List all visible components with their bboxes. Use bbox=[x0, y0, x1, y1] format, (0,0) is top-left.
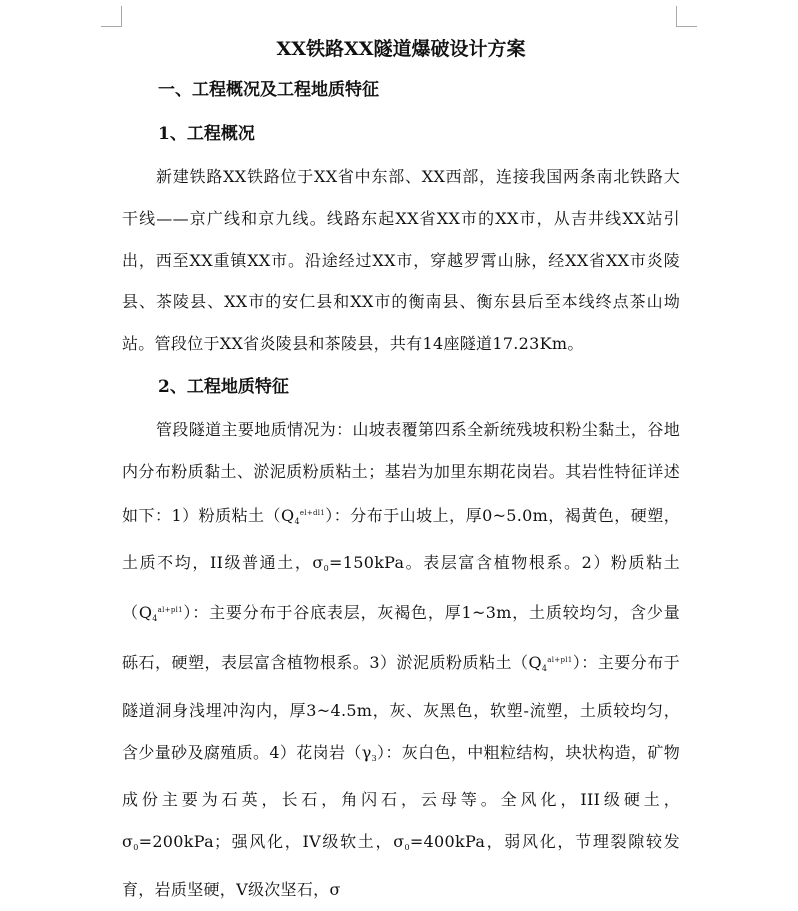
superscript-4: al+pl1 bbox=[547, 655, 573, 664]
crop-mark-top-left bbox=[101, 6, 122, 27]
subscript-3: 4 bbox=[152, 614, 158, 624]
geology-text-5: ）：主要分布于隧道洞身浅埋冲沟内，厚3~4.5m，灰、灰黑色，软塑-流塑，土质较均匀，含少量砂及腐殖质。4）花岗岩（γ bbox=[122, 652, 680, 762]
geology-text-8: =400kPa，弱风化，节理裂隙较发育，岩质坚硬，V级次坚石，σ bbox=[122, 832, 680, 899]
subscript-5: 3 bbox=[371, 753, 377, 763]
subscript-1: 4 bbox=[294, 516, 300, 526]
subscript-7: 0 bbox=[404, 843, 410, 853]
geology-text-4: ）：主要分布于谷底表层，灰褐色，厚1~3m，土质较均匀，含少量砾石，硬塑，表层富含植物根系。3）淤泥质粉质粘土（Q bbox=[122, 603, 680, 672]
geology-text-6: ）：灰白色，中粗粒结构，块状构造，矿物成份主要为石英，长石，角闪石，云母等。全风化，III级硬土，σ bbox=[122, 742, 681, 852]
subscript-6: 0 bbox=[133, 843, 139, 853]
subscript-4: 4 bbox=[541, 663, 548, 673]
superscript-1: el+dl1 bbox=[299, 508, 326, 517]
subsection-heading-overview: 1、工程概况 bbox=[158, 124, 255, 144]
superscript-3: al+pl1 bbox=[157, 606, 183, 615]
document-body bbox=[122, 30, 680, 911]
overview-paragraph: 新建铁路XX铁路位于XX省中东部、XX西部，连接我国两条南北铁路大干线——京广线和京九线。线路东起XX省XX市的XX市，从吉井线XX站引出，西至XX重镇XX市。沿途经过XX市，穿越罗霄山脉，经XX省XX市炎陵县、茶陵县、XX市的安仁县和XX市的衡南县、衡东县后至本线终点茶山坳站。管段位于XX省炎陵县和茶陵县，共有14座隧道17.23Km。 bbox=[122, 167, 680, 354]
geology-text-2: ）：分布于山坡上，厚0~5.0m，褐黄色，硬塑，土质不均，II级普通土，σ bbox=[122, 505, 680, 573]
geology-text-3: =150kPa。表层富含植物根系。2）粉质粘土（Q bbox=[122, 553, 680, 623]
subscript-2: 0 bbox=[323, 564, 330, 574]
crop-mark-top-right bbox=[676, 6, 697, 27]
section-heading-1: 一、工程概况及工程地质特征 bbox=[158, 80, 379, 100]
document-title: XX铁路XX隧道爆破设计方案 bbox=[276, 38, 526, 60]
geology-paragraph bbox=[122, 409, 680, 911]
subsection-heading-geology: 2、工程地质特征 bbox=[158, 376, 289, 397]
geology-text-1: 管段隧道主要地质情况为：山坡表覆第四系全新统残坡积粉尘黏土，谷地内分布粉质黏土、淤泥质粉质粘土；基岩为加里东期花岗岩。其岩性特征详述如下：1）粉质粘土（Q bbox=[122, 419, 680, 525]
geology-text-7: =200kPa；强风化，IV级软土，σ bbox=[138, 832, 405, 852]
